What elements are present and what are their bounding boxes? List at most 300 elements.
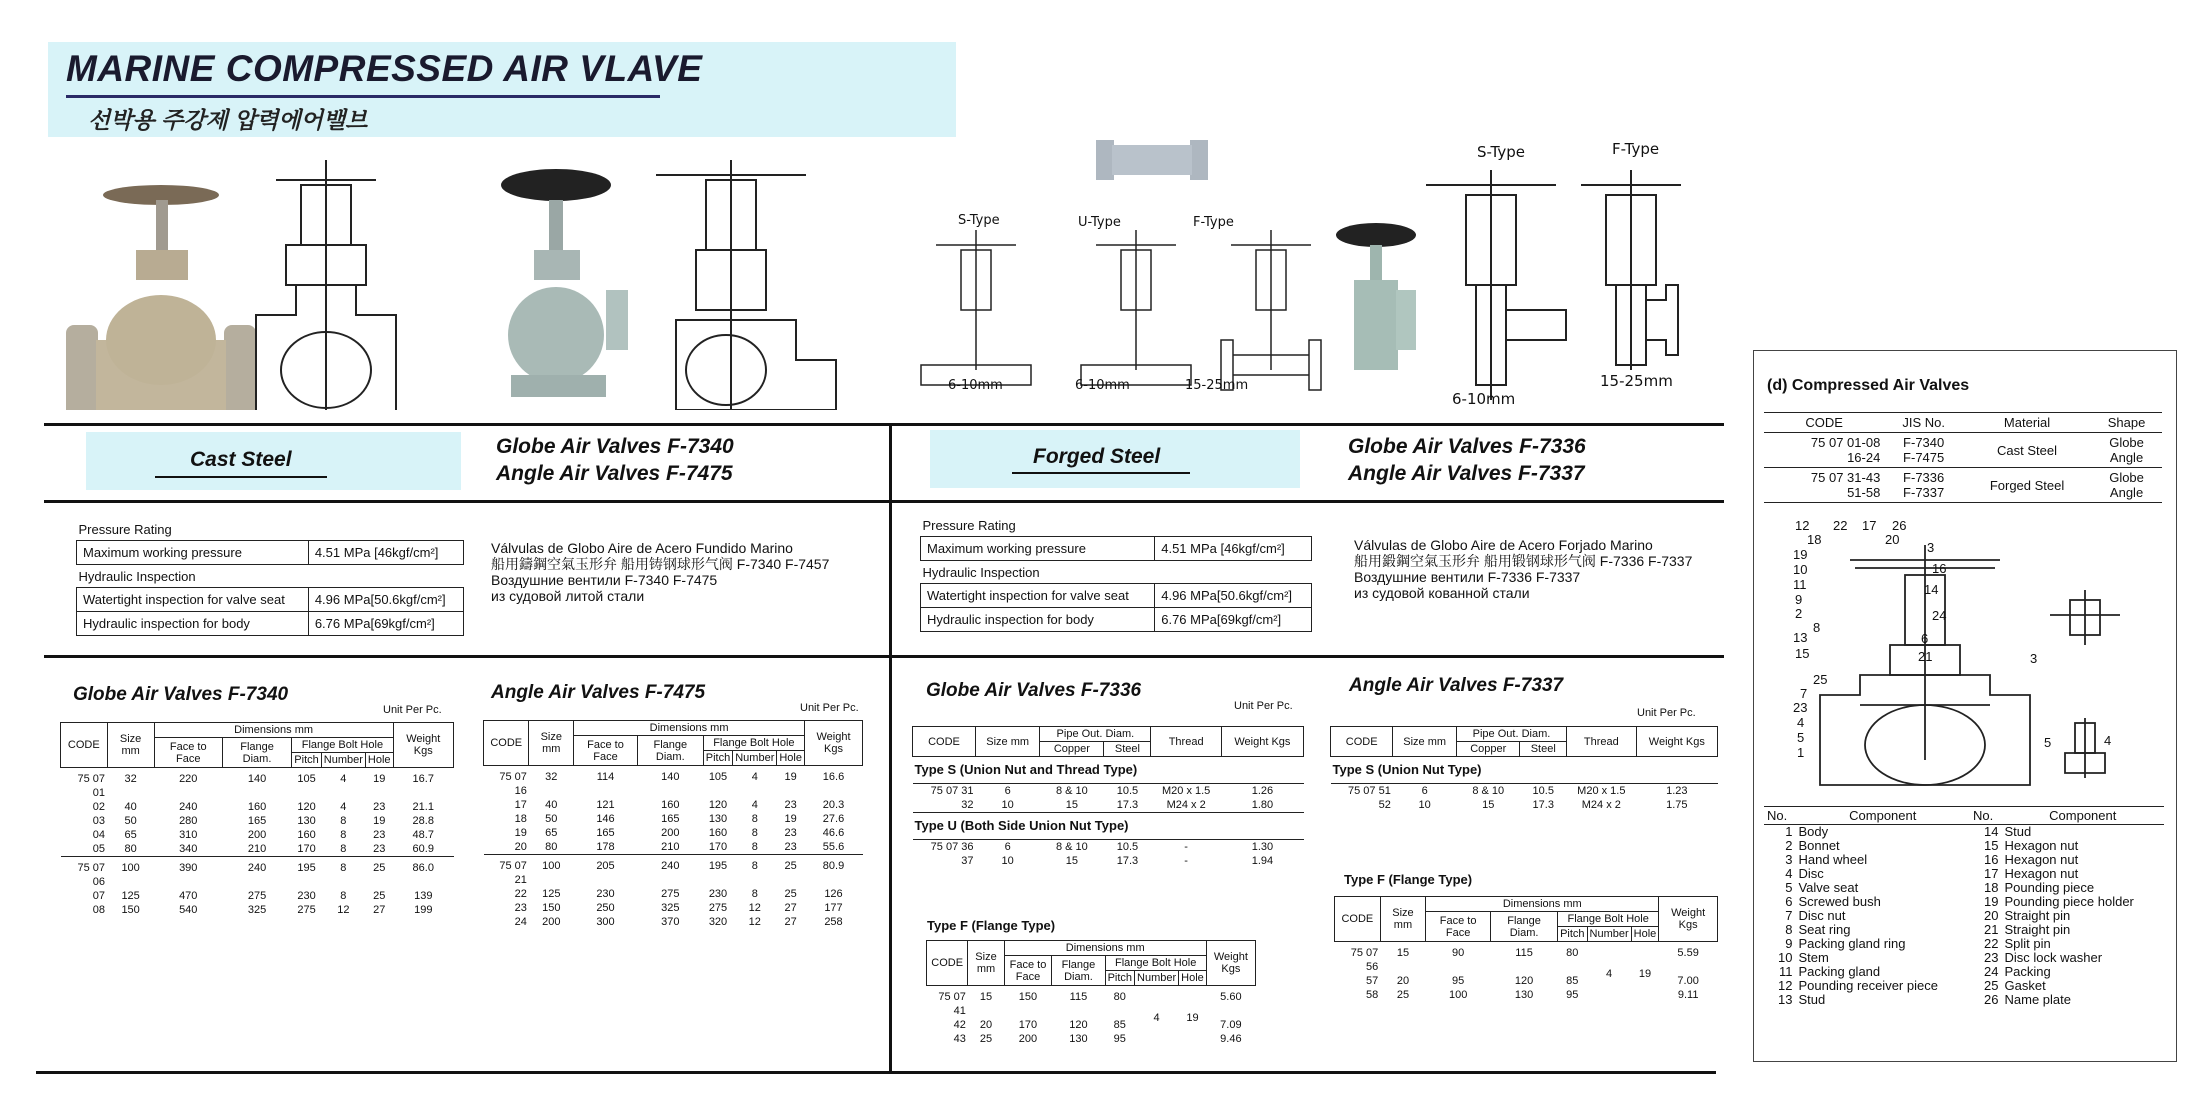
code: 32 bbox=[961, 799, 974, 811]
part-label: 5 bbox=[1797, 730, 1805, 745]
jis: F-7475 bbox=[1903, 450, 1945, 465]
number: 4 bbox=[733, 766, 777, 799]
hole: 19 bbox=[1179, 986, 1207, 1047]
component-name: Hand wheel bbox=[1798, 852, 1868, 867]
hole: 25 bbox=[373, 890, 386, 902]
size: 6 bbox=[1004, 785, 1011, 797]
table-row bbox=[1764, 881, 2164, 895]
shape: Angle bbox=[2109, 485, 2144, 500]
component-name: Stud bbox=[1798, 992, 1826, 1007]
col-size: Size mm bbox=[107, 723, 154, 768]
pitch: 195 bbox=[292, 857, 321, 890]
table-row bbox=[61, 842, 454, 857]
weight: 55.6 bbox=[822, 841, 845, 853]
part-label: 12 bbox=[1795, 518, 1810, 533]
part-label: 17 bbox=[1862, 518, 1877, 533]
size: 65 bbox=[545, 827, 558, 839]
weight: 7.00 bbox=[1677, 975, 1699, 987]
pitch: 170 bbox=[708, 841, 728, 853]
face-to-face: 390 bbox=[154, 857, 222, 890]
code: 04 bbox=[92, 829, 106, 841]
flange-diam: 240 bbox=[222, 857, 292, 890]
flange-diam: 325 bbox=[247, 904, 267, 916]
pitch: 130 bbox=[708, 813, 728, 825]
code: 75 07 31 bbox=[930, 785, 974, 797]
component-name: Pounding receiver piece bbox=[1798, 978, 1938, 993]
body-label: Hydraulic inspection for body bbox=[77, 612, 309, 636]
code: 75 07 41 bbox=[927, 986, 968, 1019]
col-bolt: Flange Bolt Hole bbox=[703, 736, 804, 751]
table-row bbox=[61, 857, 454, 890]
hole: 23 bbox=[784, 841, 797, 853]
flange-diam: 210 bbox=[661, 841, 680, 853]
number: 8 bbox=[751, 813, 758, 825]
weight: 21.1 bbox=[412, 801, 434, 813]
part-label: 8 bbox=[1813, 620, 1821, 635]
part-label: 3 bbox=[1927, 540, 1935, 555]
max-pressure-label: Maximum working pressure bbox=[921, 537, 1155, 561]
number: 4 bbox=[751, 799, 758, 811]
pitch: 160 bbox=[297, 829, 316, 841]
table-row bbox=[1764, 867, 2164, 881]
col-hole: Hole bbox=[1631, 927, 1659, 942]
t7340-table bbox=[60, 722, 454, 917]
col-number: Number bbox=[321, 753, 365, 768]
cast-description bbox=[491, 540, 829, 604]
face-to-face: 170 bbox=[1018, 1019, 1038, 1031]
number: 8 bbox=[751, 827, 758, 839]
col-code: CODE bbox=[1764, 413, 1884, 433]
desc-line: Válvulas de Globo Aire de Acero Forjado Marino bbox=[1354, 537, 1653, 553]
table-row bbox=[913, 813, 1304, 840]
t7337-title: Angle Air Valves F-7337 bbox=[1349, 675, 1564, 696]
face-to-face: 280 bbox=[179, 815, 198, 827]
disc-detail bbox=[2055, 718, 2115, 783]
component-name: Pounding piece holder bbox=[2004, 894, 2134, 909]
flange-diam: 160 bbox=[661, 799, 680, 811]
t7336-table-f bbox=[926, 940, 1256, 1046]
thread: M24 x 2 bbox=[1581, 799, 1621, 811]
table-row bbox=[1764, 951, 2164, 965]
size: 80 bbox=[124, 843, 137, 855]
divider-band bbox=[44, 500, 1724, 503]
col-size: Size mm bbox=[976, 727, 1040, 757]
col-weight: Weight Kgs bbox=[393, 723, 453, 768]
part-label: 9 bbox=[1795, 592, 1803, 607]
part-label: 1 bbox=[1797, 745, 1805, 760]
t7475-table bbox=[483, 720, 863, 929]
pitch: 230 bbox=[297, 890, 316, 902]
component-name: Disc nut bbox=[1798, 908, 1846, 923]
desc-line: Воздушние вентили F-7340 F-7475 bbox=[491, 572, 718, 588]
size: 150 bbox=[121, 904, 140, 916]
col-thread: Thread bbox=[1151, 727, 1221, 757]
table-row bbox=[1764, 895, 2164, 909]
forged-title-angle: Angle Air Valves F-7337 bbox=[1348, 462, 1585, 485]
table-row bbox=[927, 1032, 1256, 1046]
col-hole: Hole bbox=[777, 751, 805, 766]
col-pitch: Pitch bbox=[1105, 971, 1134, 986]
col-pitch: Pitch bbox=[292, 753, 321, 768]
table-row bbox=[61, 903, 454, 917]
pitch: 85 bbox=[1113, 1019, 1126, 1031]
number: 8 bbox=[733, 855, 777, 888]
f-type-drawing bbox=[1221, 230, 1321, 390]
forged-globe-valve-photo bbox=[1096, 140, 1208, 180]
cast-globe-valve-photo bbox=[66, 185, 256, 410]
size: 15 bbox=[968, 986, 1004, 1019]
shape: Angle bbox=[2109, 450, 2144, 465]
code: 75 07 01 bbox=[61, 768, 108, 801]
type-label: Type S (Union Nut and Thread Type) bbox=[913, 757, 1304, 784]
desc-line: из судовой литой стали bbox=[491, 588, 645, 604]
weight: 139 bbox=[414, 890, 433, 902]
component-no: 19 bbox=[1984, 894, 1999, 909]
table-row bbox=[913, 784, 1304, 799]
col-face: Face to Face bbox=[1004, 956, 1052, 986]
col-size: Size mm bbox=[968, 941, 1004, 986]
forged-spec-table bbox=[920, 514, 1312, 632]
size: 200 bbox=[542, 916, 561, 928]
face-to-face: 146 bbox=[596, 813, 615, 825]
component-name: Packing gland ring bbox=[1798, 936, 1906, 951]
u-type-drawing bbox=[1081, 230, 1191, 385]
weight: 1.23 bbox=[1666, 785, 1688, 797]
part-label: 11 bbox=[1793, 577, 1807, 592]
t7336-title: Globe Air Valves F-7336 bbox=[926, 680, 1142, 701]
col-size: Size mm bbox=[529, 721, 574, 766]
split-pin-detail bbox=[2040, 585, 2130, 655]
max-pressure-label: Maximum working pressure bbox=[77, 541, 309, 565]
flange-diam: 240 bbox=[637, 855, 703, 888]
flange-diam: 200 bbox=[247, 829, 267, 841]
jis: F-7337 bbox=[1903, 485, 1945, 500]
number: 4 bbox=[321, 768, 365, 801]
hole: 19 bbox=[784, 813, 797, 825]
face-to-face: 300 bbox=[596, 916, 615, 928]
component-name: Bonnet bbox=[1798, 838, 1840, 853]
weight: 16.7 bbox=[393, 768, 453, 801]
col-component: Component bbox=[2002, 807, 2165, 825]
component-no: 6 bbox=[1785, 894, 1793, 909]
col-code: CODE bbox=[913, 727, 976, 757]
part-label: 6 bbox=[1921, 631, 1929, 646]
col-copper: Copper bbox=[1040, 742, 1104, 757]
cast-title-angle: Angle Air Valves F-7475 bbox=[496, 462, 733, 485]
size: 100 bbox=[107, 857, 154, 890]
body-value: 6.76 MPa[69kgf/cm²] bbox=[1155, 608, 1312, 632]
max-pressure-value: 4.51 MPa [46kgf/cm²] bbox=[1155, 537, 1312, 561]
component-name: Straight pin bbox=[2004, 908, 2071, 923]
flange-diam: 120 bbox=[1069, 1019, 1088, 1031]
pitch: 80 bbox=[1105, 986, 1134, 1019]
weight: 1.26 bbox=[1251, 785, 1274, 797]
col-jis: JIS No. bbox=[1884, 413, 1963, 433]
col-dimensions: Dimensions mm bbox=[574, 721, 805, 736]
component-no: 1 bbox=[1785, 824, 1793, 839]
table-row bbox=[1764, 825, 2164, 840]
table-row bbox=[1335, 942, 1718, 975]
code: 75 07 56 bbox=[1335, 942, 1381, 975]
hole: 27 bbox=[373, 904, 386, 916]
part-label: 3 bbox=[2030, 651, 2038, 666]
weight: 16.6 bbox=[804, 766, 862, 799]
col-pitch: Pitch bbox=[703, 751, 732, 766]
sidebar-code-table bbox=[1764, 412, 2162, 503]
divider-top bbox=[44, 423, 1724, 426]
copper: 15 bbox=[1065, 799, 1078, 811]
table-row bbox=[484, 798, 863, 812]
forged-steel-label: Forged Steel bbox=[1033, 445, 1161, 468]
divider-center bbox=[889, 423, 892, 1073]
part-label: 15 bbox=[1795, 646, 1810, 661]
code: 75 07 06 bbox=[61, 857, 108, 890]
code: 42 bbox=[953, 1019, 966, 1031]
weight: 80.9 bbox=[804, 855, 862, 888]
t7337-unit: Unit Per Pc. bbox=[1637, 707, 1696, 719]
table-row bbox=[1764, 468, 2162, 503]
hole: 25 bbox=[777, 855, 805, 888]
component-no: 8 bbox=[1785, 922, 1793, 937]
face-to-face: 540 bbox=[179, 904, 198, 916]
col-flange: Flange Diam. bbox=[637, 736, 703, 766]
steel: 17.3 bbox=[1116, 799, 1139, 811]
part-label: 10 bbox=[1793, 562, 1808, 577]
face-to-face: 250 bbox=[596, 902, 615, 914]
part-label: 14 bbox=[1924, 582, 1939, 597]
face-to-face: 205 bbox=[574, 855, 638, 888]
table-row bbox=[484, 887, 863, 901]
col-weight: Weight Kgs bbox=[1659, 897, 1718, 942]
code: 08 bbox=[92, 904, 106, 916]
component-no: 7 bbox=[1785, 908, 1793, 923]
col-dimensions: Dimensions mm bbox=[1426, 897, 1659, 912]
components-table bbox=[1764, 806, 2164, 1007]
sidebar-title: (d) Compressed Air Valves bbox=[1767, 377, 1970, 394]
thread: M20 x 1.5 bbox=[1161, 785, 1211, 797]
size: 80 bbox=[545, 841, 558, 853]
copper: 8 & 10 bbox=[1055, 785, 1088, 797]
face-to-face: 310 bbox=[179, 829, 198, 841]
col-bolt: Flange Bolt Hole bbox=[1558, 912, 1659, 927]
table-row bbox=[484, 812, 863, 826]
weight: 199 bbox=[414, 904, 433, 916]
copper: 15 bbox=[1065, 855, 1078, 867]
part-label: 5 bbox=[2044, 735, 2052, 750]
face-to-face: 165 bbox=[596, 827, 615, 839]
part-label: 20 bbox=[1885, 532, 1900, 547]
label-s-type: S-Type bbox=[958, 213, 1000, 228]
face-to-face: 95 bbox=[1452, 975, 1465, 987]
t7336-unit: Unit Per Pc. bbox=[1234, 700, 1293, 712]
component-no: 17 bbox=[1984, 866, 1999, 881]
col-hole: Hole bbox=[365, 753, 393, 768]
pitch: 120 bbox=[708, 799, 728, 811]
type-label: Type U (Both Side Union Nut Type) bbox=[913, 813, 1304, 840]
forged-steel-underline bbox=[1012, 472, 1190, 474]
pitch: 160 bbox=[708, 827, 728, 839]
code: 57 bbox=[1365, 975, 1379, 987]
component-no: 18 bbox=[1984, 880, 1999, 895]
forged-title-globe: Globe Air Valves F-7336 bbox=[1348, 435, 1586, 458]
code: 75 07 51 bbox=[1348, 785, 1391, 797]
component-no: 21 bbox=[1984, 922, 1999, 937]
col-component: Component bbox=[1795, 807, 1970, 825]
valve-illustrations bbox=[56, 140, 1776, 410]
number: 8 bbox=[321, 857, 365, 890]
forged-angle-valve-photo bbox=[1336, 223, 1416, 370]
weight: 5.60 bbox=[1206, 986, 1255, 1019]
weight: 27.6 bbox=[822, 813, 845, 825]
component-no: 5 bbox=[1785, 880, 1793, 895]
component-no: 14 bbox=[1984, 824, 1999, 839]
forged-description bbox=[1354, 537, 1692, 601]
part-label: 13 bbox=[1793, 630, 1808, 645]
watertight-label: Watertight inspection for valve seat bbox=[921, 584, 1155, 608]
t7340-title: Globe Air Valves F-7340 bbox=[73, 684, 289, 705]
col-steel: Steel bbox=[1520, 742, 1567, 757]
number: 8 bbox=[751, 841, 758, 853]
size: 50 bbox=[545, 813, 558, 825]
component-name: Body bbox=[1798, 824, 1829, 839]
part-label: 22 bbox=[1833, 518, 1848, 533]
desc-line: 船用鑄鋼空氣玉形弁 船用铸钢球形气阀 F-7340 F-7457 bbox=[491, 556, 830, 572]
jis: F-7340 bbox=[1903, 435, 1945, 450]
table-row bbox=[61, 814, 454, 828]
shape: Globe bbox=[2109, 470, 2144, 485]
label-size-6-10-s: 6-10mm bbox=[948, 378, 1003, 393]
flange-diam: 160 bbox=[247, 801, 267, 813]
cast-spec-table bbox=[76, 518, 464, 636]
face-to-face: 230 bbox=[596, 888, 615, 900]
code: 51-58 bbox=[1847, 485, 1881, 500]
weight: 258 bbox=[824, 916, 843, 928]
hole: 19 bbox=[777, 766, 805, 799]
t7336-table-s-u bbox=[912, 726, 1304, 868]
code: 52 bbox=[1378, 799, 1391, 811]
table-row bbox=[1331, 757, 1718, 784]
component-no: 13 bbox=[1778, 992, 1793, 1007]
flange-diam: 165 bbox=[661, 813, 680, 825]
component-name: Screwed bush bbox=[1798, 894, 1881, 909]
steel: 17.3 bbox=[1532, 799, 1554, 811]
table-row bbox=[61, 800, 454, 814]
face-to-face: 178 bbox=[596, 841, 615, 853]
table-row bbox=[484, 766, 863, 799]
size: 150 bbox=[542, 902, 561, 914]
col-steel: Steel bbox=[1104, 742, 1151, 757]
col-face: Face to Face bbox=[154, 738, 222, 768]
pitch: 170 bbox=[297, 843, 316, 855]
number: 4 bbox=[1135, 986, 1179, 1047]
pitch: 320 bbox=[708, 916, 728, 928]
number: 12 bbox=[748, 902, 761, 914]
code: 37 bbox=[961, 855, 974, 867]
col-weight: Weight Kgs bbox=[1206, 941, 1255, 986]
hole: 25 bbox=[365, 857, 393, 890]
label-size-6-10-u: 6-10mm bbox=[1075, 378, 1130, 393]
col-face: Face to Face bbox=[574, 736, 638, 766]
hydraulic-label: Hydraulic Inspection bbox=[78, 568, 196, 584]
table-row bbox=[1764, 937, 2164, 951]
divider-spec bbox=[44, 655, 1724, 658]
code: 75 07 31-43 bbox=[1810, 470, 1881, 485]
pitch: 195 bbox=[703, 855, 732, 888]
flange-diam: 130 bbox=[1514, 989, 1534, 1001]
number: 8 bbox=[751, 888, 758, 900]
code: 43 bbox=[953, 1033, 966, 1045]
table-row bbox=[484, 826, 863, 840]
col-flange: Flange Diam. bbox=[222, 738, 292, 768]
code: 75 07 01-08 bbox=[1810, 435, 1881, 450]
table-row bbox=[61, 768, 454, 801]
desc-line: Воздушние вентили F-7336 F-7337 bbox=[1354, 569, 1581, 585]
component-name: Stem bbox=[1798, 950, 1829, 965]
weight: 7.09 bbox=[1220, 1019, 1242, 1031]
part-label: 18 bbox=[1807, 532, 1822, 547]
col-flange: Flange Diam. bbox=[1052, 956, 1105, 986]
table-row bbox=[913, 840, 1304, 855]
table-row bbox=[1764, 853, 2164, 867]
part-label: 26 bbox=[1892, 518, 1907, 533]
size: 10 bbox=[1001, 855, 1014, 867]
f-type-angle-drawing bbox=[1581, 170, 1681, 370]
pitch: 95 bbox=[1566, 989, 1579, 1001]
table-row bbox=[61, 889, 454, 903]
body-value: 6.76 MPa[69kgf/cm²] bbox=[308, 612, 463, 636]
hole: 23 bbox=[784, 827, 797, 839]
weight: 48.7 bbox=[412, 829, 434, 841]
weight: 1.75 bbox=[1666, 799, 1688, 811]
divider-bottom bbox=[36, 1071, 1716, 1074]
weight: 9.11 bbox=[1677, 989, 1699, 1001]
flange-diam: 200 bbox=[661, 827, 680, 839]
part-label: 24 bbox=[1932, 608, 1947, 623]
number: 8 bbox=[340, 843, 347, 855]
size: 25 bbox=[979, 1033, 993, 1045]
size: 65 bbox=[124, 829, 137, 841]
pitch: 80 bbox=[1558, 942, 1587, 975]
component-name: Hexagon nut bbox=[2004, 852, 2079, 867]
desc-line: из судовой кованной стали bbox=[1354, 585, 1530, 601]
col-hole: Hole bbox=[1179, 971, 1207, 986]
code: 03 bbox=[92, 815, 106, 827]
component-name: Stud bbox=[2004, 824, 2032, 839]
shape: Globe bbox=[2109, 435, 2144, 450]
code: 02 bbox=[92, 801, 106, 813]
table-row bbox=[1335, 988, 1718, 1002]
label-size-15-25-big: 15-25mm bbox=[1600, 372, 1673, 390]
weight: 1.80 bbox=[1251, 799, 1274, 811]
component-name: Straight pin bbox=[2004, 922, 2071, 937]
size: 40 bbox=[545, 799, 558, 811]
weight: 177 bbox=[824, 902, 843, 914]
title-underline bbox=[66, 95, 660, 98]
pitch: 275 bbox=[708, 902, 728, 914]
col-code: CODE bbox=[1331, 727, 1393, 757]
component-no: 11 bbox=[1778, 964, 1793, 979]
col-number: Number bbox=[1587, 927, 1631, 942]
flange-diam: 140 bbox=[637, 766, 703, 799]
pitch: 95 bbox=[1113, 1033, 1126, 1045]
part-label: 4 bbox=[1797, 715, 1805, 730]
col-code: CODE bbox=[484, 721, 529, 766]
size: 10 bbox=[1418, 799, 1431, 811]
label-f-type: F-Type bbox=[1193, 215, 1234, 230]
table-row bbox=[913, 798, 1304, 813]
flange-diam: 370 bbox=[661, 916, 680, 928]
watertight-value: 4.96 MPa[50.6kgf/cm²] bbox=[308, 588, 463, 612]
